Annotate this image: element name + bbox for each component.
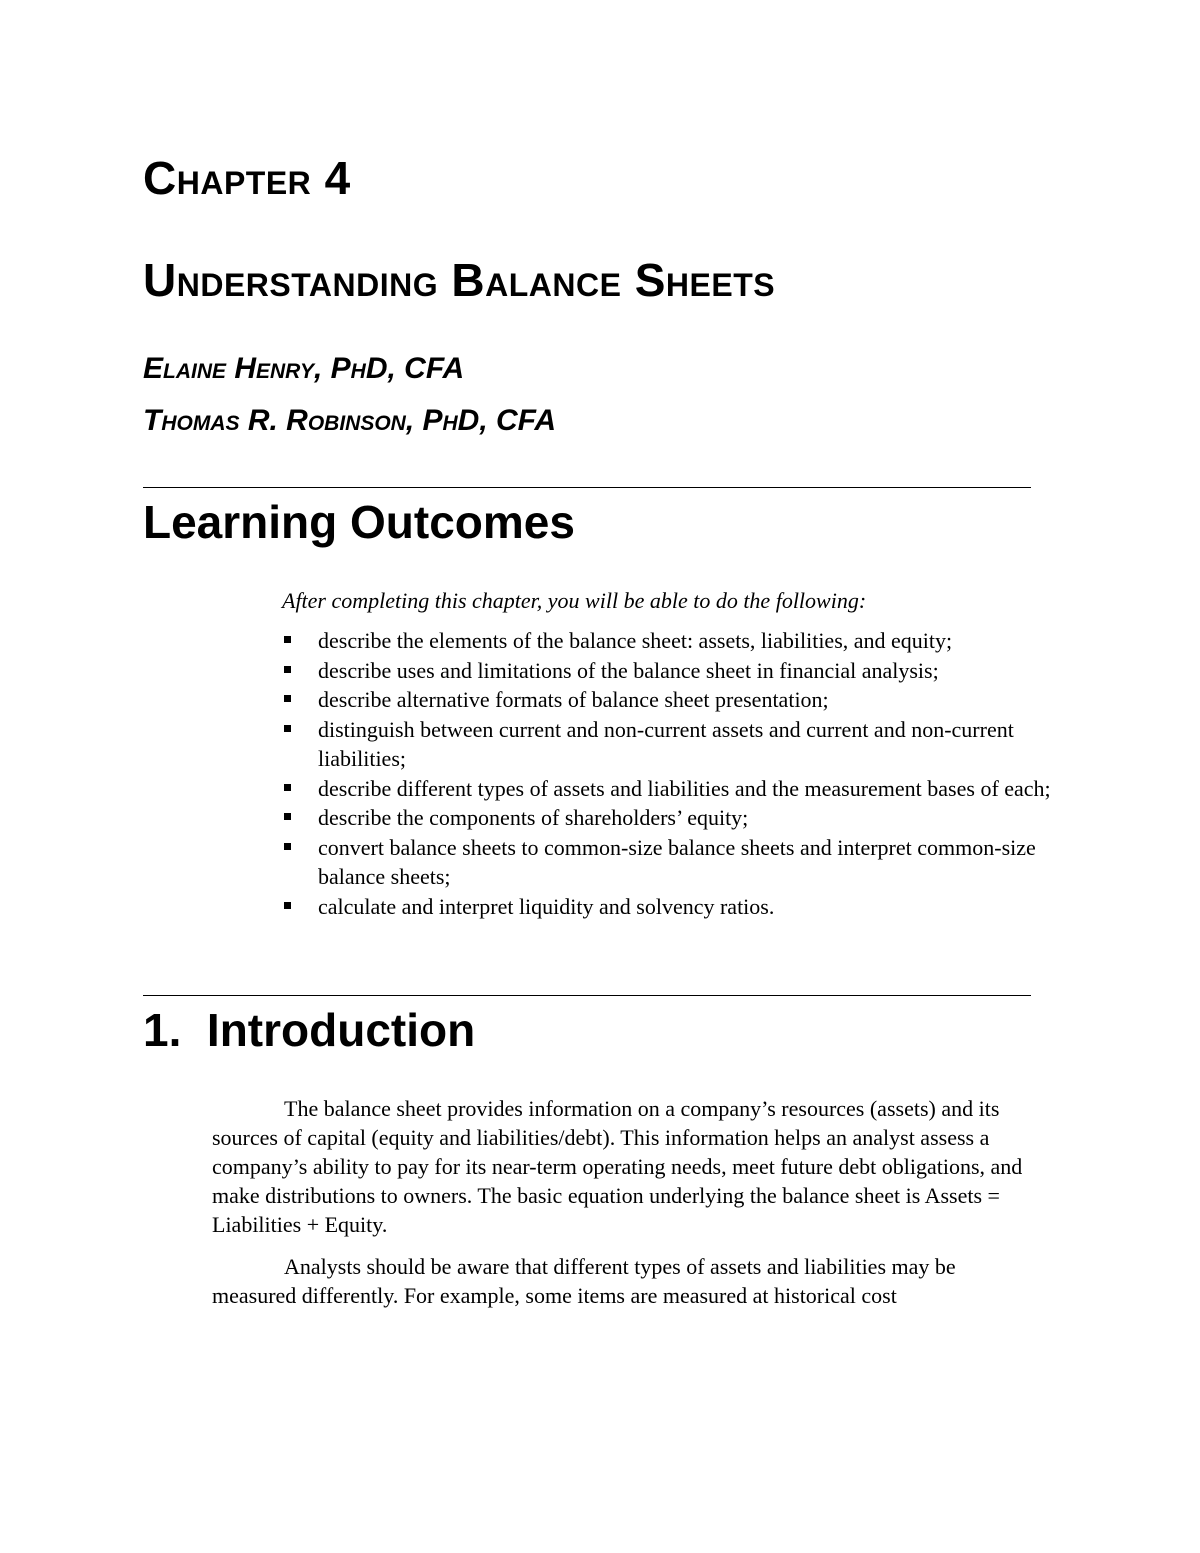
list-item-text: describe different types of assets and liabilities and the measurement bases of each; [318,775,1051,801]
list-item [282,715,1062,774]
list-item-text: convert balance sheets to common-size balance sheets and interpret common-size balance sheets; [318,834,1036,889]
list-item-text: describe the elements of the balance sheet: assets, liabilities, and equity; [318,628,953,653]
list-item [282,892,1062,922]
introduction-heading: 1. Introduction [143,1004,476,1056]
square-bullet-icon [284,666,291,673]
author-name: Thomas R. Robinson, PhD, CFA [143,404,557,437]
square-bullet-icon [284,784,291,791]
square-bullet-icon [284,902,291,909]
learning-outcomes-heading: Learning Outcomes [143,496,575,548]
list-item-text: calculate and interpret liquidity and solvency ratios. [318,893,775,919]
list-item [282,626,1062,656]
square-bullet-icon [284,843,291,850]
learning-outcomes-intro: After completing this chapter, you will be able to do the following: [282,588,867,613]
list-item [282,774,1062,804]
square-bullet-icon [284,813,291,820]
square-bullet-icon [284,636,291,643]
list-item-text: describe alternative formats of balance sheet presentation; [318,687,829,712]
square-bullet-icon [284,725,291,732]
author-name: Elaine Henry, PhD, CFA [143,352,465,385]
learning-outcomes-list [282,626,1062,921]
list-item [282,803,1062,833]
section-divider [143,487,1031,488]
square-bullet-icon [284,695,291,702]
list-item [282,685,1062,715]
chapter-number: Chapter 4 [143,152,351,204]
body-paragraph: Analysts should be aware that different types of assets and liabilities may be measured differently. For example, some items are measured at historical cost [212,1254,956,1308]
list-item-text: distinguish between current and non-current assets and current and non-current liabilities; [318,716,1014,771]
list-item-text: describe uses and limitations of the balance sheet in financial analysis; [318,657,939,683]
list-item [282,833,1062,892]
body-paragraph: The balance sheet provides information on a company’s resources (assets) and its sources of capital (equity and liabilities/debt). This information helps an analyst assess a company’s ability to pay for its near-term operating needs, meet future debt obligations, and make distributions to owners. The basic equation underlying the balance sheet is Assets = Liabilities + Equity. [212,1096,1023,1237]
chapter-title: Understanding Balance Sheets [143,254,776,306]
list-item [282,656,1062,686]
list-item-text: describe the components of shareholders’ equity; [318,805,749,830]
section-divider [143,995,1031,996]
